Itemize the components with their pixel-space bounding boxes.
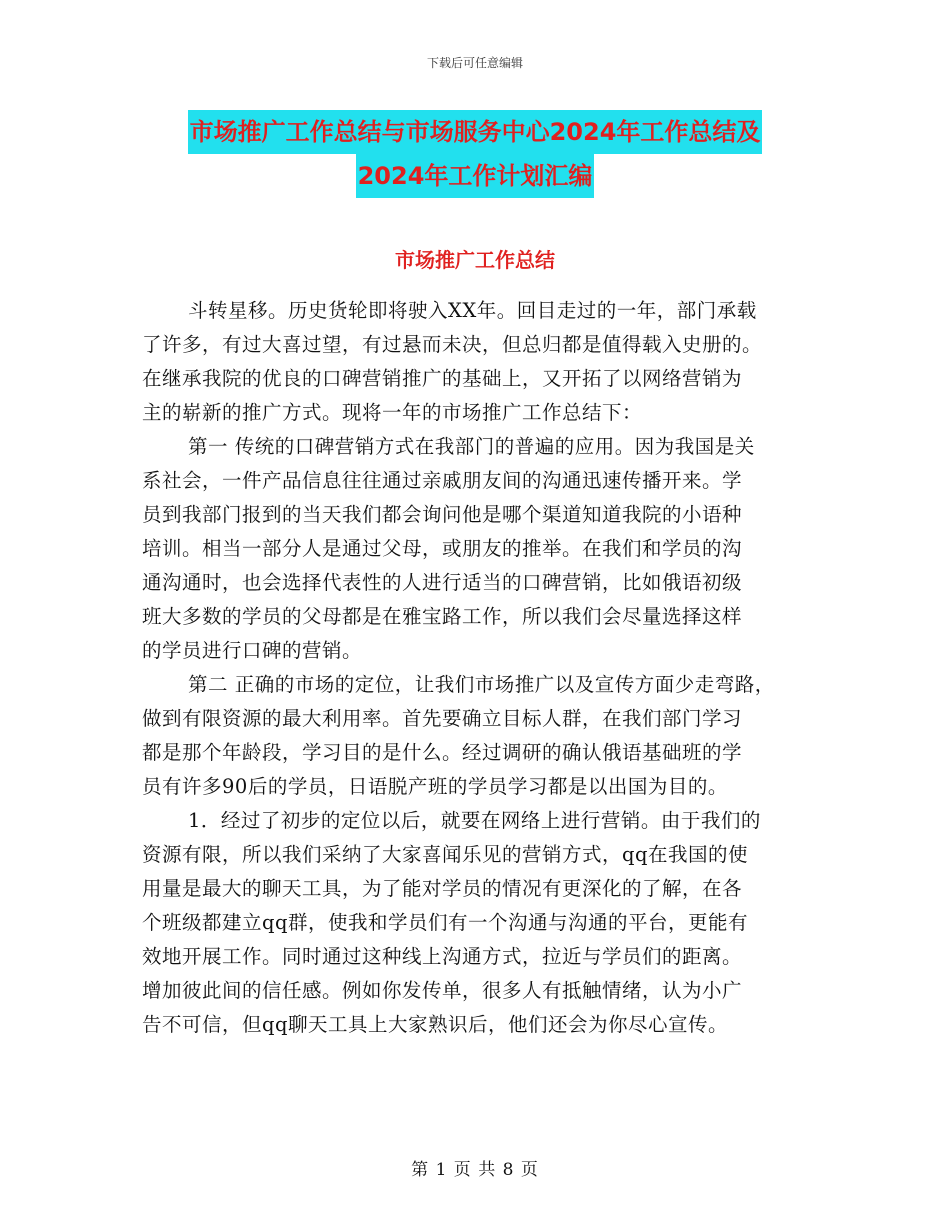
paragraph-1 (142, 294, 812, 430)
body-text (142, 294, 812, 1042)
text-line: 在继承我院的优良的口碑营销推广的基础上，又开拓了以网络营销为 (142, 367, 743, 390)
text-line: 系社会，一件产品信息往往通过亲戚朋友间的沟通迅速传播开来。学 (142, 469, 743, 492)
text-line: 个班级都建立qq群，使我和学员们有一个沟通与沟通的平台，更能有 (142, 911, 748, 934)
text-line: 通沟通时，也会选择代表性的人进行适当的口碑营销，比如俄语初级 (142, 571, 743, 594)
text-line: 斗转星移。历史货轮即将驶入XX年。回目走过的一年，部门承载 (188, 299, 757, 322)
paragraph-2 (142, 430, 812, 668)
text-line: 培训。相当一部分人是通过父母，或朋友的推举。在我们和学员的沟 (142, 537, 743, 560)
paragraph-3 (142, 668, 812, 804)
text-line: 用量是最大的聊天工具，为了能对学员的情况有更深化的了解，在各 (142, 877, 743, 900)
text-line: 1．经过了初步的定位以后，就要在网络上进行营销。由于我们的 (188, 809, 761, 832)
page-footer: 第 1 页 共 8 页 (411, 1160, 539, 1180)
document-title-line-1: 市场推广工作总结与市场服务中心2024年工作总结及 (188, 110, 763, 154)
text-line: 主的崭新的推广方式。现将一年的市场推广工作总结下： (142, 401, 643, 424)
text-line: 效地开展工作。同时通过这种线上沟通方式，拉近与学员们的距离。 (142, 945, 743, 968)
text-line: 第二 正确的市场的定位，让我们市场推广以及宣传方面少走弯路， (188, 673, 775, 696)
text-line: 班大多数的学员的父母都是在雅宝路工作，所以我们会尽量选择这样 (142, 605, 743, 628)
paragraph-4 (142, 804, 812, 1042)
text-line: 做到有限资源的最大利用率。首先要确立目标人群，在我们部门学习 (142, 707, 743, 730)
text-line: 都是那个年龄段，学习目的是什么。经过调研的确认俄语基础班的学 (142, 741, 743, 764)
text-line: 的学员进行口碑的营销。 (142, 639, 363, 662)
text-line: 员到我部门报到的当天我们都会询问他是哪个渠道知道我院的小语种 (142, 503, 743, 526)
section-title: 市场推广工作总结 (395, 248, 555, 272)
document-title-line-2: 2024年工作计划汇编 (356, 154, 595, 198)
text-line: 资源有限，所以我们采纳了大家喜闻乐见的营销方式，qq在我国的使 (142, 843, 748, 866)
text-line: 增加彼此间的信任感。例如你发传单，很多人有抵触情绪，认为小广 (142, 979, 743, 1002)
text-line: 告不可信，但qq聊天工具上大家熟识后，他们还会为你尽心宣传。 (142, 1013, 728, 1036)
text-line: 员有许多90后的学员，日语脱产班的学员学习都是以出国为目的。 (142, 775, 728, 798)
text-line: 了许多，有过大喜过望，有过悬而未决，但总归都是值得载入史册的。 (142, 333, 763, 356)
document-title (0, 110, 950, 198)
text-line: 第一 传统的口碑营销方式在我部门的普遍的应用。因为我国是关 (188, 435, 755, 458)
header-note: 下载后可任意编辑 (426, 56, 523, 70)
